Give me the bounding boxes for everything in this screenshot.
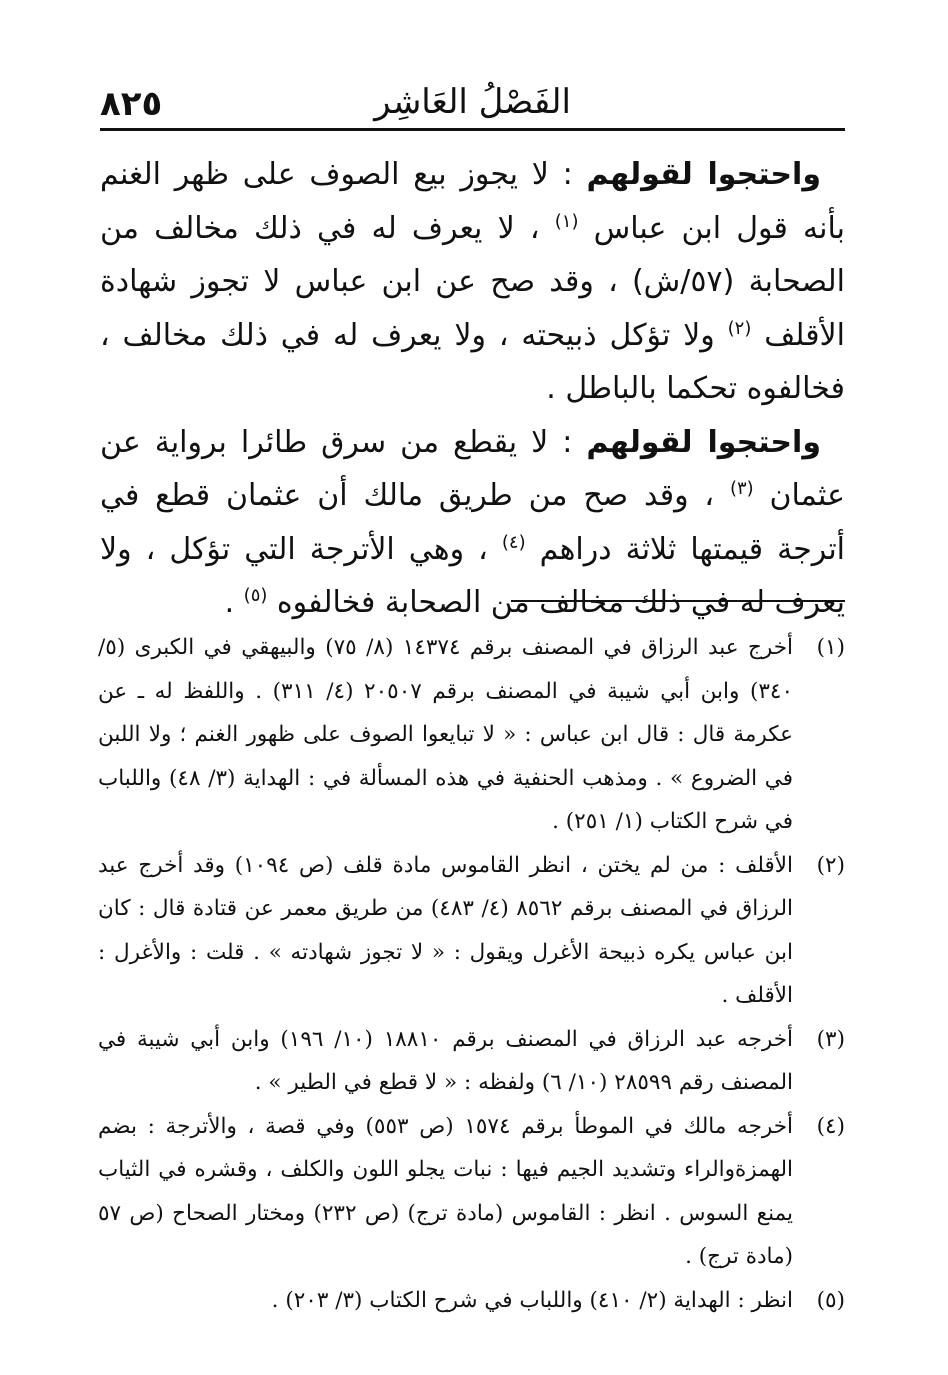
footnote-text: أخرجه مالك في الموطأ برقم ١٥٧٤ (ص ٥٥٣) وفي قصة ، والأترجة : بضم الهمزةوالراء وتشديد الجيم فيها : نبات يجلو اللون والكلف ، وقشره في الثياب يمنع السوس . انظر : القاموس (مادة ترج) (ص ٢٣٢) ومختار الصحاح (ص ٥٧ (مادة ترج) . [98, 1113, 793, 1269]
footnote-ref-1: (١) [554, 210, 579, 232]
footnote-number: (٣) [816, 1026, 845, 1052]
page-number: ٨٢٥ [100, 84, 163, 124]
paragraph-2-text-b: ، وقد صح من طريق مالك أن عثمان قطع في أترجة قيمتها ثلاثة دراهم [100, 478, 845, 567]
footnote-separator [511, 600, 845, 602]
paragraph-2-text-a: : لا يقطع من سرق طائرا برواية عن عثمان [100, 424, 845, 513]
header-rule [100, 128, 845, 131]
paragraph-2-text-c: ، وهي الأترجة التي تؤكل ، ولا يعرف له في ذلك مخالف من الصحابة فخالفوه [100, 531, 845, 620]
main-text [100, 148, 845, 630]
footnote-item [98, 844, 845, 1018]
footnote-text: الأقلف : من لم يختن ، انظر القاموس مادة قلف (ص ١٠٩٤) وقد أخرج عبد الرزاق في المصنف برقم ٨٥٦٢ (٤/ ٤٨٣) من طريق معمر عن قتادة قال : كان ابن عباس يكره ذبيحة الأغرل ويقول : « لا تجوز شهادته » . قلت : والأغرل : الأقلف . [98, 852, 794, 1008]
footnote-ref-3: (٣) [729, 478, 754, 499]
footnote-item [98, 1105, 845, 1279]
footnote-text: أخرج عبد الرزاق في المصنف برقم ١٤٣٧٤ (٨/ ٧٥) والبيهقي في الكبرى (٥/ ٣٤٠) وابن أبي شيبة في المصنف برقم ٢٠٥٠٧ (٤/ ٣١١) . واللفظ له ـ عن عكرمة قال : قال ابن عباس : « لا تبايعوا الصوف على ظهور الغنم ؛ ولا اللبن في الضروع » . ومذهب الحنفية في هذه المسألة في : الهداية (٣/ ٤٨) واللباب في شرح الكتاب (١/ ٢٥١) . [98, 635, 794, 834]
paragraph-2-text-d: . [224, 585, 244, 620]
footnote-ref-2: (٢) [727, 317, 752, 339]
footnote-number: (٢) [816, 852, 845, 878]
footnote-number: (٥) [816, 1287, 845, 1313]
paragraph-1-text-a: : لا يجوز بيع الصوف على ظهر الغنم بأنه قول ابن عباس [100, 157, 845, 246]
footnote-item [98, 1018, 845, 1105]
footnote-number: (٤) [816, 1113, 845, 1139]
paragraph-2-lead: واحتجوا لقولهم [586, 424, 821, 460]
footnotes [98, 626, 845, 1322]
footnote-text: انظر : الهداية (٢/ ٤١٠) واللباب في شرح الكتاب (٣/ ٢٠٣) . [271, 1287, 793, 1313]
footnote-item [98, 1279, 845, 1323]
paragraph-1-text-b: ، لا يعرف له في ذلك مخالف من الصحابة (٥٧/ش) ، وقد صح عن ابن عباس لا تجوز شهادة الأقلف [100, 210, 846, 353]
paragraph-1 [100, 148, 845, 416]
page-header [100, 78, 845, 138]
footnote-item [98, 626, 845, 844]
paragraph-1-text-c: ولا تؤكل ذبيحته ، ولا يعرف له في ذلك مخالف ، فخالفوه تحكما بالباطل . [100, 317, 845, 406]
footnote-text: أخرجه عبد الرزاق في المصنف برقم ١٨٨١٠ (١٠/ ١٩٦) وابن أبي شيبة في المصنف رقم ٢٨٥٩٩ (١٠/ ٦) ولفظه : « لا قطع في الطير » . [98, 1026, 793, 1095]
paragraph-1-lead: واحتجوا لقولهم [586, 157, 821, 192]
footnote-ref-5: (٥) [243, 585, 268, 606]
paragraph-2 [100, 416, 845, 630]
footnote-number: (١) [816, 635, 845, 660]
chapter-title: الفَصْلُ العَاشِر [374, 82, 571, 122]
footnote-ref-4: (٤) [501, 531, 526, 553]
